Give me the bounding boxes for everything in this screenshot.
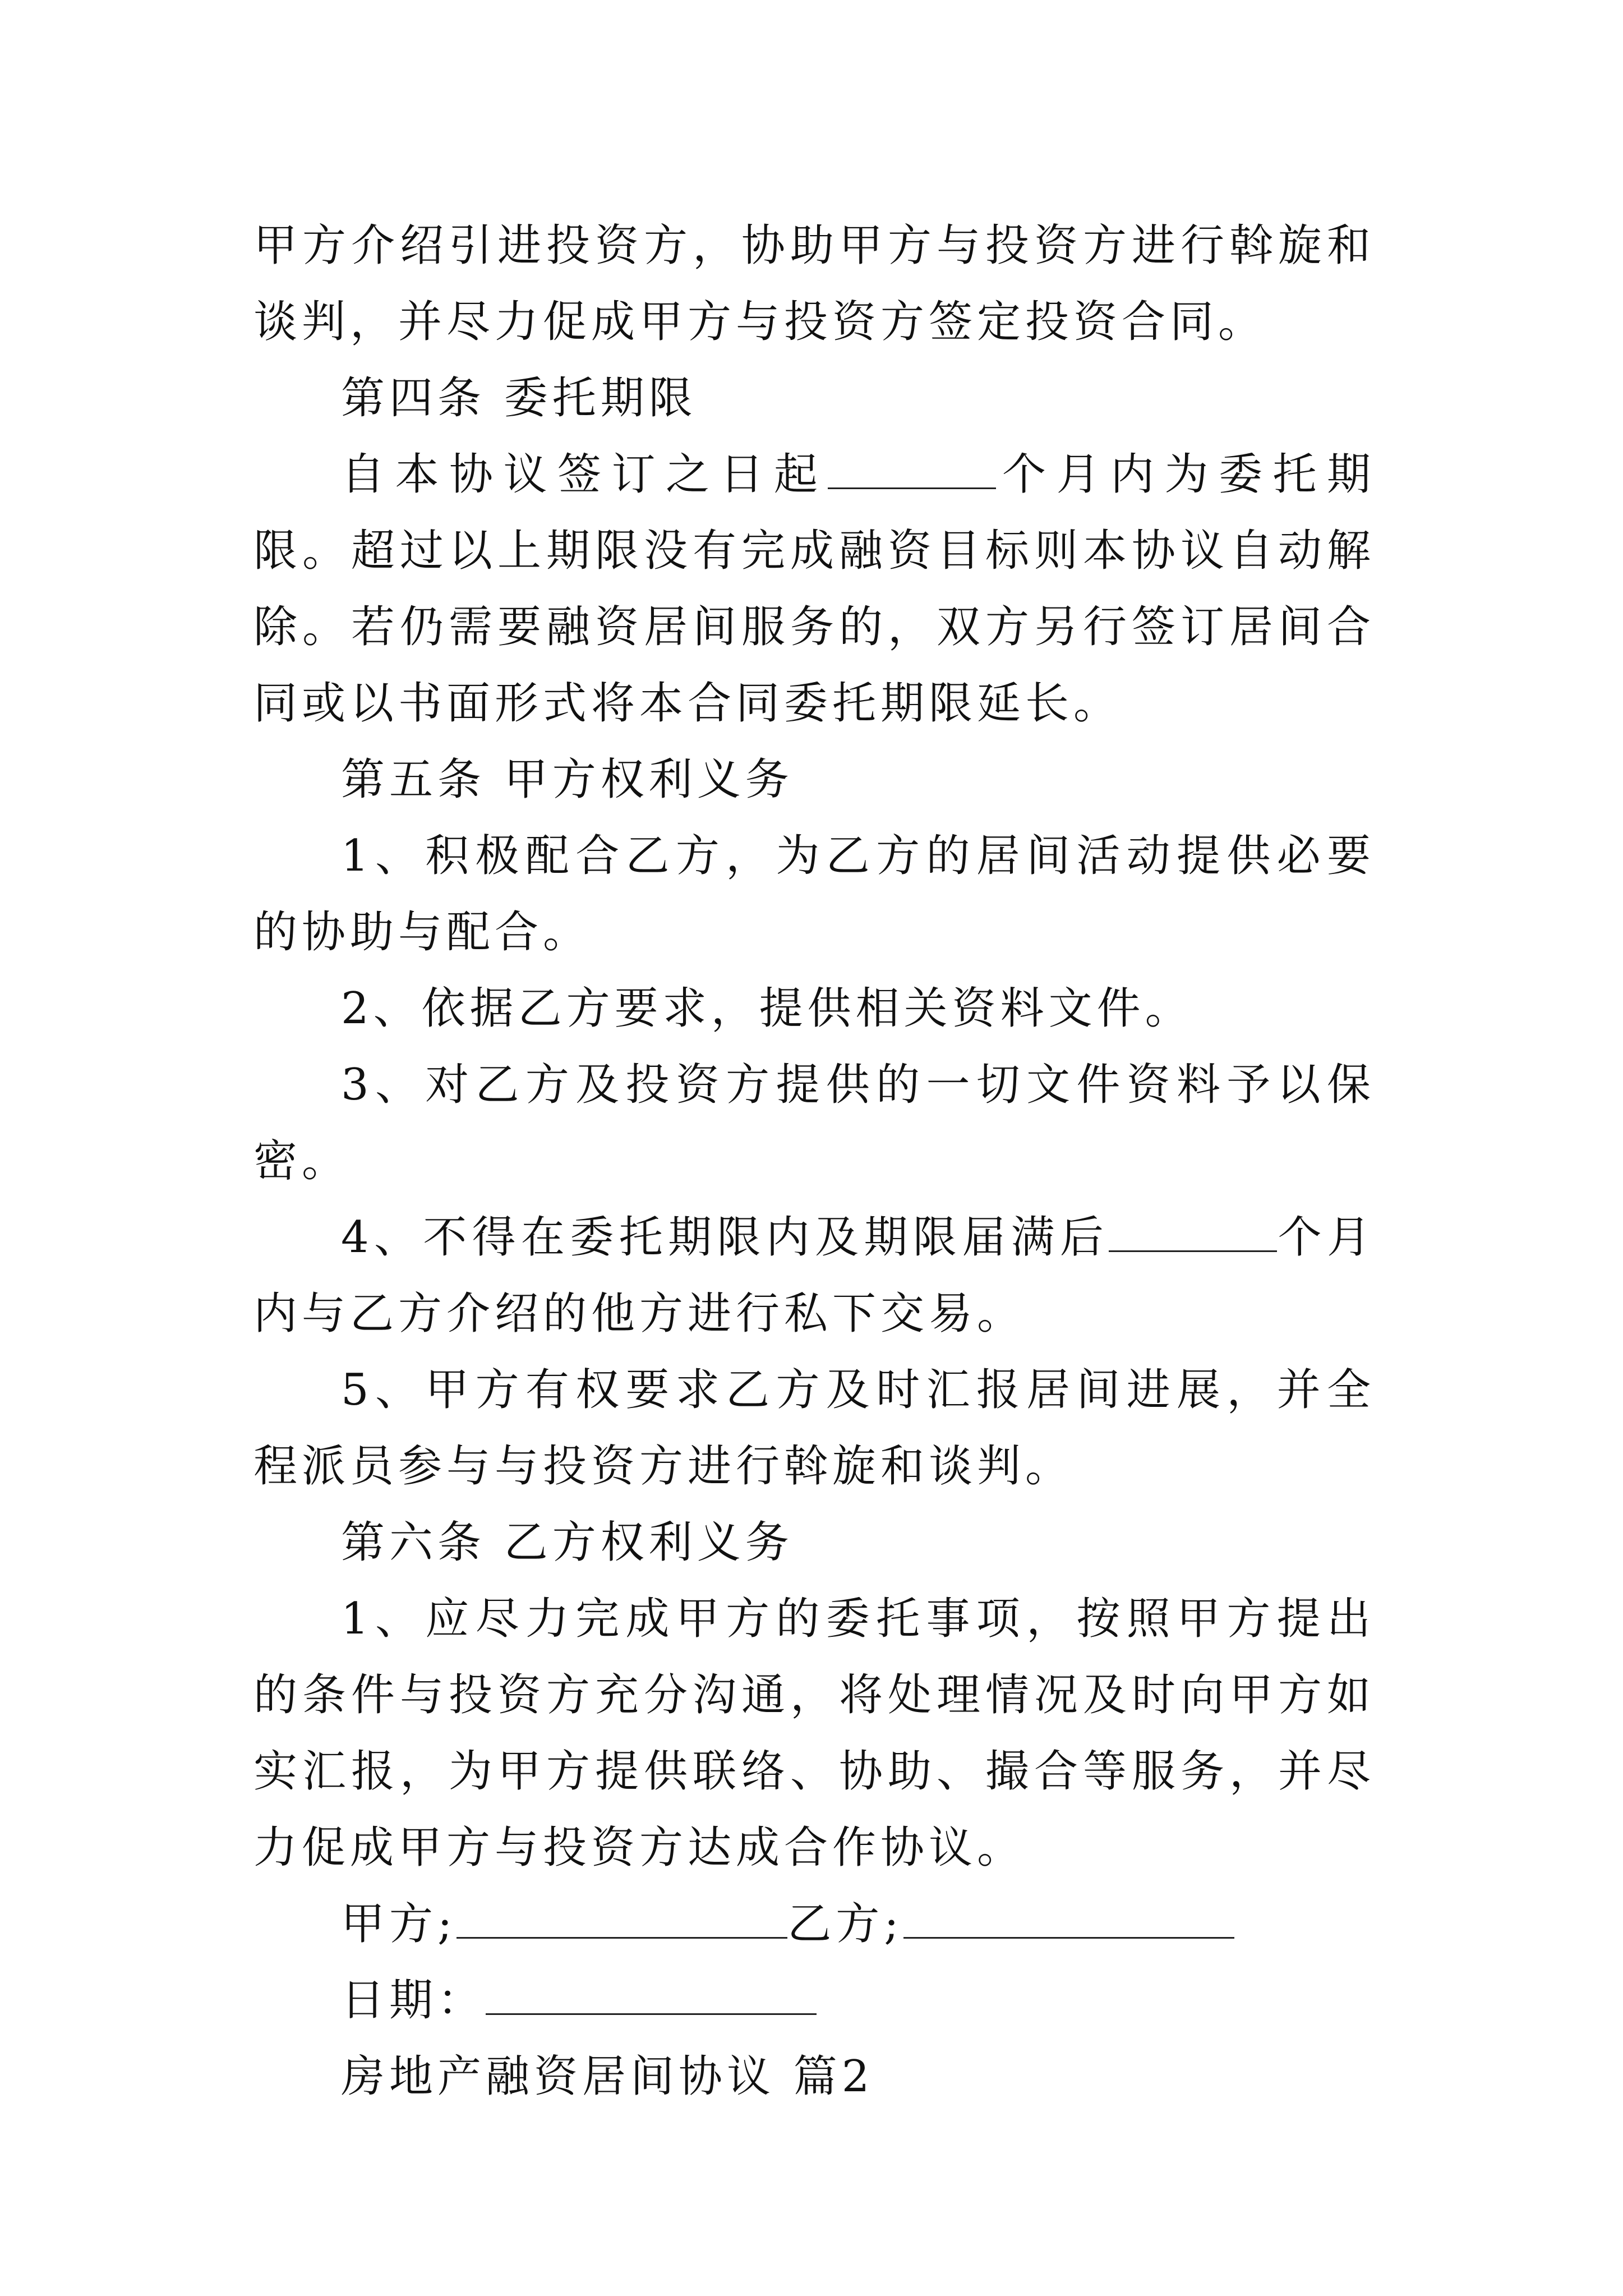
article-5-item-4-text-before: 4、不得在委托期限内及期限届满后 — [341, 1212, 1109, 1263]
article-6-item-1: 1、应尽力完成甲方的委托事项，按照甲方提出的条件与投资方充分沟通，将处理情况及时向甲方如实汇报，为甲方提供联络、协助、撮合等服务，并尽力促成甲方与投资方达成合作协议。 — [253, 1594, 1375, 1873]
signature-line — [253, 1886, 1375, 1962]
article-4-text-after: 个月内为委托期限。超过以上期限没有完成融资目标则本协议自动解除。若仍需要融资居间服务的，双方另行签订居间合同或以书面形式将本合同委托期限延长。 — [253, 449, 1375, 729]
party-b-signature-blank[interactable] — [903, 1898, 1234, 1939]
article-4-text-before: 自本协议签订之日起 — [341, 449, 828, 500]
party-a-signature-blank[interactable] — [457, 1898, 787, 1939]
article-6-title: 第六条 乙方权利义务 — [341, 1517, 794, 1568]
article-5-title: 第五条 甲方权利义务 — [341, 754, 794, 805]
article-4-title: 第四条 委托期限 — [341, 373, 697, 424]
months-blank-2[interactable] — [1109, 1211, 1277, 1252]
next-section-title: 房地产融资居间协议 篇2 — [341, 2051, 874, 2102]
months-blank[interactable] — [828, 448, 996, 489]
party-b-label: 乙方; — [787, 1899, 903, 1949]
date-line — [253, 1962, 1375, 2039]
article-5-item-3: 3、对乙方及投资方提供的一切文件资料予以保密。 — [253, 1060, 1375, 1186]
article-5-item-5: 5、甲方有权要求乙方及时汇报居间进展，并全程派员参与与投资方进行斡旋和谈判。 — [253, 1365, 1375, 1492]
paragraph-intro-continuation: 甲方介绍引进投资方，协助甲方与投资方进行斡旋和谈判，并尽力促成甲方与投资方签定投资合同。 — [253, 220, 1375, 347]
article-4-body — [253, 436, 1375, 742]
article-5-item-2: 2、依据乙方要求，提供相关资料文件。 — [341, 983, 1193, 1034]
date-label: 日期： — [341, 1975, 486, 2026]
document-body — [253, 208, 1375, 2115]
article-5-item-4-text-after: 个月内与乙方介绍的他方进行私下交易。 — [253, 1212, 1375, 1339]
date-blank[interactable] — [486, 1974, 817, 2015]
article-5-item-4 — [253, 1199, 1375, 1352]
article-5-item-1: 1、积极配合乙方，为乙方的居间活动提供必要的协助与配合。 — [253, 831, 1375, 958]
party-a-label: 甲方; — [341, 1899, 457, 1949]
